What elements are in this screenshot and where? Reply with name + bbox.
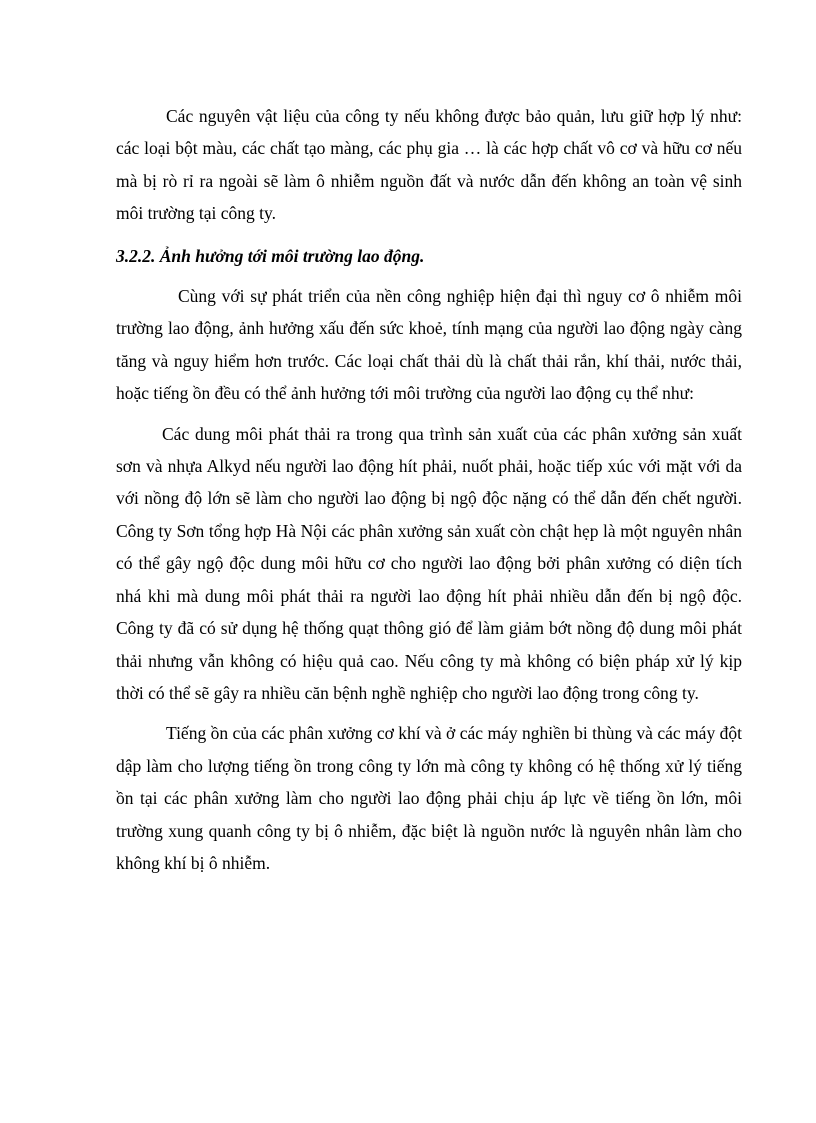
paragraph-solvents: Các dung môi phát thải ra trong qua trình sản xuất của các phân xưởng sản xuất sơn và nhựa Alkyd nếu người lao động hít phải, nuốt phải, hoặc tiếp xúc với mặt với da với nồng độ lớn sẽ làm cho người lao động bị ngộ độc nặng có thể dẫn đến chết người. Công ty Sơn tổng hợp Hà Nội các phân xưởng sản xuất còn chật hẹp là một nguyên nhân có thể gây ngộ độc dung môi hữu cơ cho người lao động bởi phân xưởng có diện tích nhá khi mà dung môi phát thải ra người lao động hít phải nhiều dẫn đến bị ngộ độc. Công ty đã có sử dụng hệ thống quạt thông gió để làm giảm bớt nồng độ dung môi phát thải nhưng vẫn không có hiệu quả cao. Nếu công ty mà không có biện pháp xử lý kịp thời có thể sẽ gây ra nhiều căn bệnh nghề nghiệp cho người lao động trong công ty. bbox=[116, 423, 742, 703]
document-body bbox=[116, 100, 742, 879]
paragraph-work-environment: Cùng với sự phát triển của nền công nghiệp hiện đại thì nguy cơ ô nhiễm môi trường lao động, ảnh hưởng xấu đến sức khoẻ, tính mạng của người lao động ngày càng tăng và nguy hiểm hơn trước. Các loại chất thải dù là chất thải rắn, khí thải, nước thải, hoặc tiếng ồn đều có thể ảnh hưởng tới môi trường của người lao động cụ thể như: bbox=[116, 286, 742, 404]
section-heading: 3.2.2. Ảnh hưởng tới môi trường lao động. bbox=[116, 245, 425, 266]
paragraph-noise: Tiếng ồn của các phân xưởng cơ khí và ở các máy nghiền bi thùng và các máy đột dập làm cho lượng tiếng ồn trong công ty lớn mà công ty không có hệ thống xử lý tiếng ồn tại các phân xưởng làm cho người lao động phải chịu áp lực về tiếng ồn lớn, môi trường xung quanh công ty bị ô nhiễm, đặc biệt là nguồn nước là nguyên nhân làm cho không khí bị ô nhiễm. bbox=[116, 723, 742, 873]
paragraph-materials: Các nguyên vật liệu của công ty nếu không được bảo quản, lưu giữ hợp lý như: các loại bột màu, các chất tạo màng, các phụ gia … là các hợp chất vô cơ và hữu cơ nếu mà bị rò rỉ ra ngoài sẽ làm ô nhiễm nguồn đất và nước dẫn đến không an toàn vệ sinh môi trường tại công ty. bbox=[116, 106, 742, 224]
